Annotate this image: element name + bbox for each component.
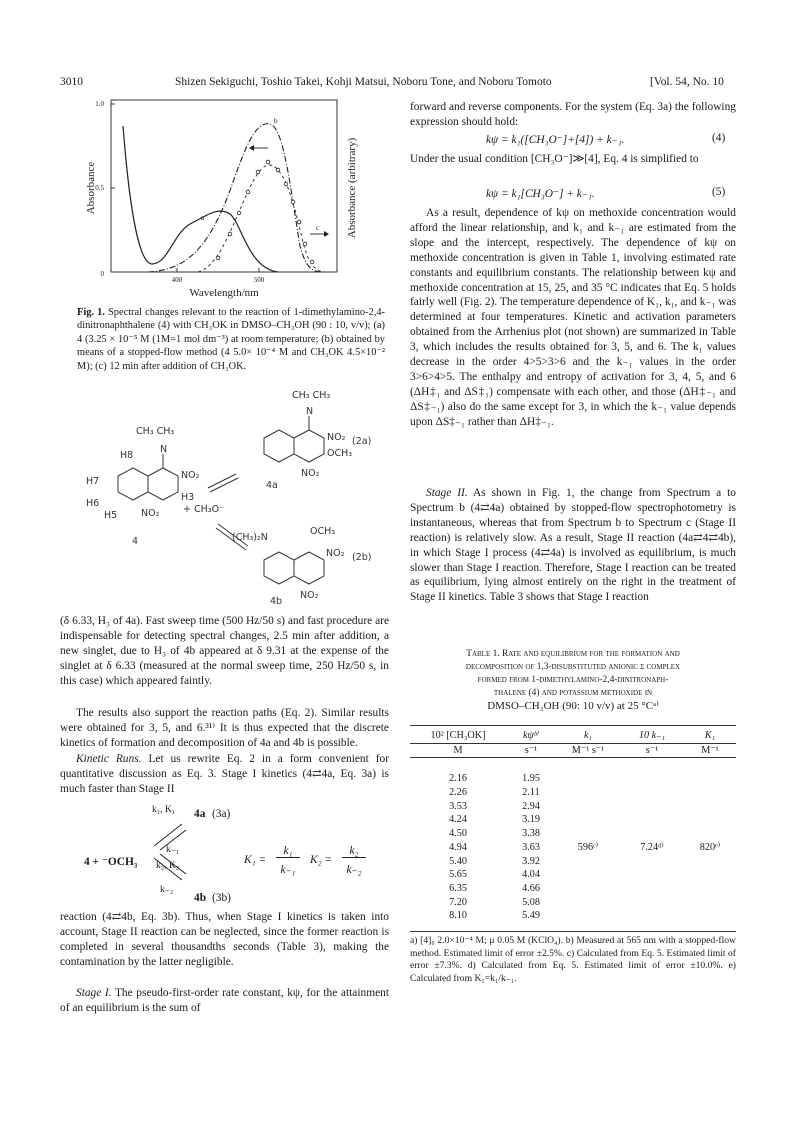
compound-label: 4	[132, 536, 139, 547]
right-paragraph-1: forward and reverse components. For the system (Eq. 3a) the following expression should hold:	[410, 101, 736, 128]
eq3-K2: K₂ =	[310, 854, 333, 866]
table-cell: 4.24	[449, 814, 467, 826]
table-row	[410, 854, 736, 868]
x-axis-label: Wavelength/nm	[189, 287, 259, 299]
equation-number: (2b)	[352, 552, 372, 563]
table-row	[410, 895, 736, 909]
col-unit: M	[410, 743, 506, 758]
eq3-K1-denominator: k₋₁	[280, 864, 296, 876]
table-caption-line: formed from 1-dimethylamino-2,4-dinitronaph-	[477, 675, 669, 685]
run-in-head: Stage I.	[76, 987, 112, 999]
y-axis-label-right: Absorbance (arbitrary)	[346, 137, 358, 239]
left-paragraph-5	[60, 986, 389, 1016]
table-cell: 5.65	[449, 869, 467, 881]
table-rule	[410, 931, 736, 932]
col-unit: M⁻¹ s⁻¹	[556, 743, 620, 758]
atom-label: (CH₃)₂N	[232, 532, 268, 543]
atom-label: NO₂	[141, 508, 160, 519]
table-cell: 6.35	[449, 882, 467, 894]
atom-label: N	[160, 444, 168, 455]
eq3-kminus1: k₋₁	[166, 844, 180, 855]
table-caption-line: thalene (4) and potassium methoxide in	[493, 688, 653, 698]
curve-b	[148, 124, 323, 272]
table-cell: 3.19	[522, 814, 540, 826]
y-tick: 0.5	[95, 184, 104, 192]
table-caption-line: DMSO–CH₃OH (90: 10 v/v) at 25 °Cᵃ⁾	[487, 700, 659, 712]
curve-label: a	[201, 214, 205, 222]
table-cell-kminus1: 7.24ᵈ⁾	[640, 841, 664, 853]
table-cell: 3.53	[449, 800, 467, 812]
running-authors: Shizen Sekiguchi, Toshio Takei, Kohji Matsui, Noboru Tone, and Noboru Tomoto	[175, 76, 552, 88]
compound-label: 4a	[266, 480, 278, 491]
data-table	[410, 725, 736, 923]
atom-label: H6	[86, 498, 100, 509]
col-header: K₁	[704, 730, 716, 742]
table-cell: 5.49	[522, 910, 540, 922]
structure-4	[86, 426, 200, 547]
paragraph-body: The pseudo-first-order rate constant, kψ, for the attainment of an equilibrium is the sum of	[60, 987, 389, 1014]
run-in-head: Stage II.	[426, 487, 468, 499]
equation-3	[60, 804, 390, 904]
curve-label: c	[316, 224, 320, 232]
eq3-k2: k₂, K₂	[156, 860, 180, 871]
x-tick: 500	[253, 276, 265, 284]
table-cell-K1: 820ᵉ⁾	[699, 841, 721, 853]
table-cell: 4.04	[522, 869, 540, 881]
atom-label: H5	[104, 510, 118, 521]
atom-label: NO₂	[300, 590, 319, 601]
curve-label: b	[274, 117, 278, 125]
atom-label: NO₂	[326, 548, 345, 559]
table-row	[410, 868, 736, 882]
table-row	[410, 799, 736, 813]
col-header: kψᵇ⁾	[522, 730, 540, 742]
eq3-K2-denominator: k₋₂	[346, 864, 362, 876]
table-row	[410, 786, 736, 800]
table-cell: 5.40	[449, 855, 467, 867]
page-number: 3010	[60, 76, 83, 88]
table-caption-line: Table 1. Rate and equilibrium for the formation and	[466, 649, 680, 659]
table-cell: 2.11	[522, 787, 540, 799]
table-row	[410, 813, 736, 827]
table-cell: 3.92	[522, 855, 540, 867]
table-cell: 2.26	[449, 787, 467, 799]
right-paragraph-3: As a result, dependence of kψ on methoxide concentration would afford the linear relationship, and k₁ and k₋₁ are estimated from the slope and the intercept, respectively. The dependence of kψ on methoxide concentration is given in Table 1, involving estimated rate constants and equilibrium constants. The relationship between kψ and methoxide concentration at 15, 25, and 35 °C indicates that Eq. 5 holds fairly well (Fig. 2). The temperature dependence of K₁, k₁, and k₋₁ was determined at four temperatures. Kinetic and activation parameters obtained from the Arrhenius plot (not shown) are summarized in Table 3, which includes the results obtained for 3, 5, and 6. The k₁ values decrease in the order 4>5>3>6 and the k₋₁ values in the order 3>6>4>5. The enthalpy and entropy of activation for 3, 4, 5, and 6 (ΔH‡₁ and ΔS‡₁) compensate with each other, and those (ΔH‡₋₁ and ΔS‡₋₁) also do the same except for 3, in which the k₋₁ value depends upon ΔS‡₋₁ rather than ΔH‡₋₁.	[410, 207, 736, 428]
equation-4-number: (4)	[712, 132, 726, 144]
paragraph-body: As shown in Fig. 1, the change from Spectrum a to Spectrum b (4⇄4a) obtained by stopped-flow spectrophotometry is instantaneous, whereas that from Spectrum b to Spectrum c (Stage II reaction) is relatively slow. As a result, Stage II reaction (4a⇄4⇄4b), in which Stage I process (4⇄4a) is involved as equilibrium, is much slower than Stage I reaction. Therefore, Stage I reaction can be treated as equilibrium, lying almost entirely on the right in the treatment of Stage II kinetics. Table 3 shows that Stage I reaction	[410, 487, 736, 604]
equation-number: (2a)	[352, 436, 372, 447]
plot-frame	[111, 100, 337, 272]
atom-label: OCH₃	[327, 448, 353, 459]
reagent: + CH₃O⁻	[183, 504, 225, 515]
table-caption	[410, 648, 736, 713]
eq3-K2-numerator: k₂	[342, 845, 366, 858]
y-axis-label-left: Absorbance	[85, 161, 97, 215]
right-paragraph-4	[410, 486, 736, 605]
atom-label: NO₂	[181, 470, 200, 481]
eq3-kminus2: k₋₂	[160, 884, 174, 895]
y-tick: 1.0	[95, 100, 104, 108]
figure-1	[78, 96, 384, 302]
left-paragraph-3	[60, 752, 389, 797]
atom-label: N	[306, 406, 314, 417]
running-journal: [Vol. 54, No. 10	[650, 76, 724, 88]
col-header: 10 k₋₁	[638, 730, 666, 742]
table-cell: 4.66	[522, 882, 540, 894]
figure-caption	[77, 306, 385, 373]
col-header: k₁	[583, 730, 593, 742]
eq3-number-a: (3a)	[212, 808, 231, 820]
left-paragraph-2: The results also support the reaction paths (Eq. 2). Similar results were obtained for 3, 5, and 6.³¹⁾ It is thus expected that the discrete kinetics of formation and decomposition of 4a and 4b is possible.	[60, 707, 389, 749]
table-cell: 7.20	[449, 896, 467, 908]
atom-label: OCH₃	[310, 526, 336, 537]
table-cell: 4.94	[449, 841, 467, 853]
table-row	[410, 841, 736, 855]
y-tick: 0	[100, 270, 104, 278]
caption-text: Spectral changes relevant to the reaction of 1-dimethylamino-2,4-dinitronaphthalene (4) with CH₃OK in DMSO–CH₃OH (90 : 10, v/v); (a) 4 (3.25 × 10⁻⁵ M (1M=1 mol dm⁻³) at room temperature; (b) obtained by means of a stopped-flow method (4 5.0× 10⁻⁴ M and CH₃OK 4.5×10⁻² M); (c) 12 min after addition of CH₃OK.	[77, 307, 385, 372]
compound-label: 4b	[270, 596, 283, 606]
structure-4b	[232, 526, 372, 606]
table-cell: 2.16	[449, 773, 467, 785]
table-cell: 2.94	[522, 800, 540, 812]
atom-label: CH₃ CH₃	[136, 426, 175, 437]
col-unit: s⁻¹	[620, 743, 684, 758]
table-cell-k1: 596ᶜ⁾	[577, 841, 599, 853]
atom-label: NO₂	[301, 468, 320, 479]
eq3-K1-numerator: k₁	[276, 845, 300, 858]
atom-label: H7	[86, 476, 100, 487]
paragraph-body: Let us rewrite Eq. 2 in a form convenient for quantitative discussion as Eq. 3. Stage I kinetics (4⇄4a, Eq. 3a) is much faster than Stage II	[60, 753, 390, 795]
table-caption-line: decomposition of 1,3-disubstituted anionic σ complex	[465, 662, 681, 672]
left-paragraph-1: (δ 6.33, H₃ of 4a). Fast sweep time (500 Hz/50 s) and fast procedure are indispensable for detecting spectral changes, 2.5 min after addition, a new singlet, due to H₃ of 4b appeared at δ 9.31 at the expense of the singlet at δ 6.33 (measured at the normal sweep time, 250 Hz/50 s, in this case) which appeared faintly.	[60, 615, 389, 687]
table-footnote: a) [4]₀ 2.0×10⁻⁴ M; μ 0.05 M (KClO₄). b) Measured at 565 nm with a stopped-flow method. Estimated limit of error ±2.5%. c) Calculated from Eq. 5. Estimated limit of error ±7.3%. d) Calculated from Eq. 5. Estimated limit of error ±10.0%. e) Calculated from K₁=k₁/k₋₁.	[410, 935, 736, 984]
atom-label: H3	[181, 492, 195, 503]
eq3-K1: K₁ =	[244, 854, 267, 866]
col-header: 10² [CH₃OK]	[430, 730, 486, 742]
col-unit: M⁻¹	[684, 743, 736, 758]
table-row	[410, 772, 736, 786]
run-in-head: Kinetic Runs.	[76, 753, 142, 765]
table-row	[410, 827, 736, 841]
equation-5: kψ = k₁[CH₃O⁻] + k₋₁.	[486, 188, 595, 200]
col-unit: s⁻¹	[506, 743, 556, 758]
equation-4: kψ = k₁([CH₃O⁻]+[4]) + k₋₁.	[486, 134, 625, 146]
atom-label: NO₂	[327, 432, 346, 443]
caption-label: Fig. 1.	[77, 307, 105, 318]
table-cell: 4.50	[449, 828, 467, 840]
atom-label: H8	[120, 450, 134, 461]
table-cell: 5.08	[522, 896, 540, 908]
eq3-product-a: 4a	[194, 808, 206, 820]
x-tick: 400	[171, 276, 183, 284]
table-cell: 1.95	[522, 773, 540, 785]
table-cell: 3.38	[522, 828, 540, 840]
eq3-k1: k₁, K₁	[152, 804, 176, 815]
eq3-number-b: (3b)	[212, 892, 231, 904]
table-cell: 3.63	[522, 841, 540, 853]
eq3-reactants: 4 + ⁻OCH₃	[84, 856, 138, 868]
table-row	[410, 882, 736, 896]
eq3-product-b: 4b	[194, 892, 207, 904]
reaction-scheme	[78, 388, 388, 606]
curve-c-markers	[216, 160, 314, 264]
left-paragraph-4: reaction (4⇄4b, Eq. 3b). Thus, when Stage I kinetics is taken into account, Stage II reaction can be neglected, since the former reaction is completed in several thousandths seconds (Table 3), making the contamination by the latter negligible.	[60, 911, 389, 968]
equation-5-number: (5)	[712, 186, 726, 198]
structure-4a	[264, 390, 371, 491]
atom-label: CH₃ CH₃	[292, 390, 331, 401]
right-paragraph-2: Under the usual condition [CH₃O⁻]≫[4], Eq. 4 is simplified to	[410, 153, 699, 165]
table-row	[410, 909, 736, 923]
table-cell: 8.10	[449, 910, 467, 922]
